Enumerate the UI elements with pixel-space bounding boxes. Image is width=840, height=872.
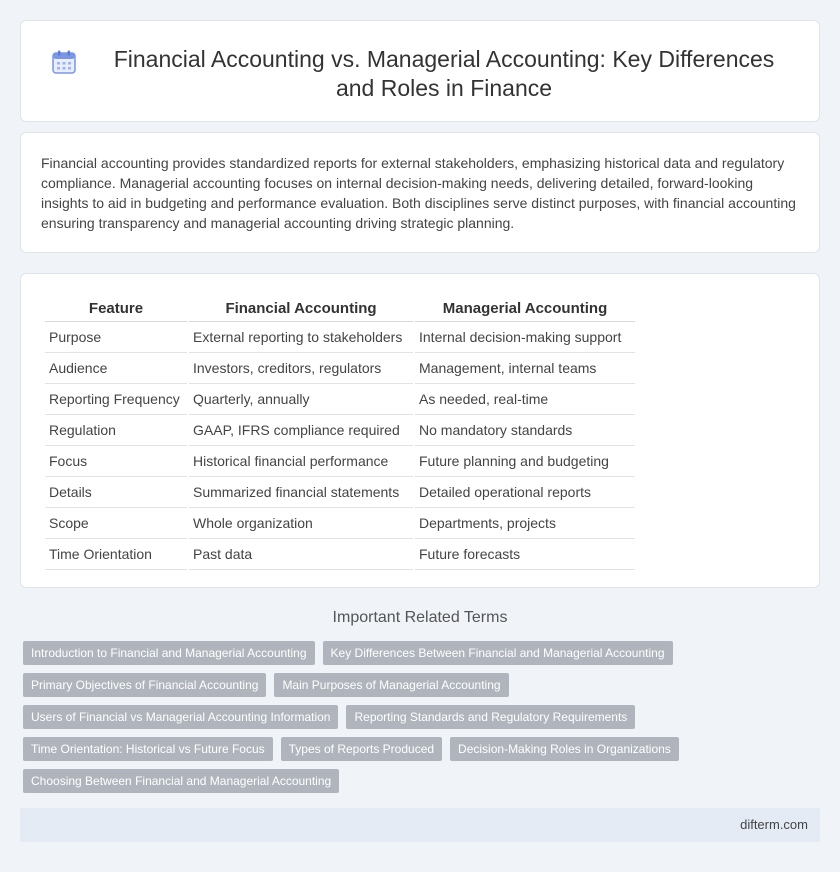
row-financial: Historical financial performance	[189, 446, 413, 477]
row-managerial: As needed, real-time	[415, 384, 635, 415]
row-financial: Past data	[189, 539, 413, 570]
table-row	[45, 446, 635, 477]
row-managerial: Future planning and budgeting	[415, 446, 635, 477]
row-financial: Quarterly, annually	[189, 384, 413, 415]
related-terms-list	[23, 641, 723, 793]
row-feature: Focus	[45, 446, 187, 477]
row-financial: Investors, creditors, regulators	[189, 353, 413, 384]
row-financial: Summarized financial statements	[189, 477, 413, 508]
row-managerial: Internal decision-making support	[415, 322, 635, 353]
header-feature: Feature	[45, 296, 187, 322]
row-managerial: Future forecasts	[415, 539, 635, 570]
related-term-tag[interactable]: Types of Reports Produced	[281, 737, 442, 761]
related-term-tag[interactable]: Time Orientation: Historical vs Future Focus	[23, 737, 273, 761]
table-row	[45, 539, 635, 570]
row-financial: External reporting to stakeholders	[189, 322, 413, 353]
table-row	[45, 384, 635, 415]
row-feature: Audience	[45, 353, 187, 384]
row-managerial: Detailed operational reports	[415, 477, 635, 508]
page-title: Financial Accounting vs. Managerial Accounting: Key Differences and Roles in Finance	[113, 46, 775, 101]
title-wrap	[21, 21, 819, 103]
table-row	[45, 322, 635, 353]
row-feature: Details	[45, 477, 187, 508]
table-header-row	[45, 296, 635, 322]
header-financial: Financial Accounting	[189, 296, 413, 322]
table-row	[45, 508, 635, 539]
title-card	[20, 20, 820, 122]
related-term-tag[interactable]: Main Purposes of Managerial Accounting	[274, 673, 508, 697]
comparison-table	[43, 296, 637, 570]
footer	[20, 808, 820, 842]
header-managerial: Managerial Accounting	[415, 296, 635, 322]
related-term-tag[interactable]: Choosing Between Financial and Managerial Accounting	[23, 769, 339, 793]
row-feature: Regulation	[45, 415, 187, 446]
row-feature: Time Orientation	[45, 539, 187, 570]
related-term-tag[interactable]: Decision-Making Roles in Organizations	[450, 737, 679, 761]
related-term-tag[interactable]: Key Differences Between Financial and Managerial Accounting	[323, 641, 673, 665]
intro-card	[20, 132, 820, 253]
related-term-tag[interactable]: Introduction to Financial and Managerial Accounting	[23, 641, 315, 665]
table-row	[45, 477, 635, 508]
row-feature: Purpose	[45, 322, 187, 353]
table-row	[45, 353, 635, 384]
row-financial: Whole organization	[189, 508, 413, 539]
table-row	[45, 415, 635, 446]
row-financial: GAAP, IFRS compliance required	[189, 415, 413, 446]
related-term-tag[interactable]: Reporting Standards and Regulatory Requirements	[346, 705, 635, 729]
calendar-icon	[51, 49, 77, 75]
related-term-tag[interactable]: Primary Objectives of Financial Accounting	[23, 673, 266, 697]
row-feature: Scope	[45, 508, 187, 539]
row-managerial: Departments, projects	[415, 508, 635, 539]
footer-site-link[interactable]: difterm.com	[740, 817, 808, 832]
row-managerial: Management, internal teams	[415, 353, 635, 384]
row-feature: Reporting Frequency	[45, 384, 187, 415]
related-terms-heading: Important Related Terms	[332, 609, 508, 626]
row-managerial: No mandatory standards	[415, 415, 635, 446]
related-term-tag[interactable]: Users of Financial vs Managerial Accounting Information	[23, 705, 338, 729]
comparison-card	[20, 273, 820, 588]
intro-text: Financial accounting provides standardized reports for external stakeholders, emphasizing historical data and regulatory compliance. Managerial accounting focuses on internal decision-making needs, delivering detailed, forward-looking insights to aid in budgeting and performance evaluation. Both disciplines serve distinct purposes, with financial accounting ensuring transparency and managerial accounting driving strategic planning.	[41, 155, 796, 231]
